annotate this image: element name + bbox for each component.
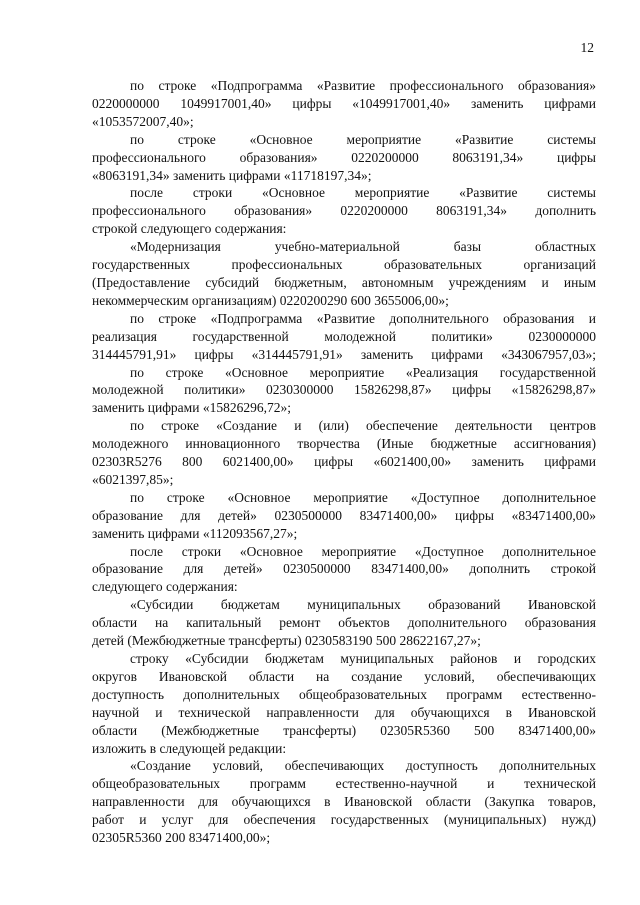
text-line: «1053572007,40»; xyxy=(92,113,194,129)
text-line: детей (Межбюджетные трансферты) 0230583190 500 28622167,27»; xyxy=(92,633,481,649)
text-line: по строке «Основное мероприятие «Развитие системы xyxy=(130,131,596,147)
text-line: по строке «Подпрограмма «Развитие дополнительного образования и xyxy=(130,310,596,326)
text-line: 0220000000 1049917001,40» цифры «1049917001,40» заменить цифрами xyxy=(92,95,596,111)
text-line: области (Межбюджетные трансферты) 02305R5360 500 83471400,00» xyxy=(92,722,596,738)
text-line: 02303R5276 800 6021400,00» цифры «6021400,00» заменить цифрами xyxy=(92,454,596,470)
text-line: общеобразовательных программ естественно-научной и технической xyxy=(92,776,596,792)
text-line: по строке «Создание и (или) обеспечение деятельности центров xyxy=(130,418,596,434)
text-line: (Предоставление субсидий бюджетным, автономным учреждениям и иным xyxy=(92,274,596,290)
text-line: следующего содержания: xyxy=(92,579,238,595)
text-line: молодежного инновационного творчества (Иные бюджетные ассигнования) xyxy=(92,436,596,452)
text-line: области на капитальный ремонт объектов дополнительного образования xyxy=(92,615,596,631)
text-line: «Модернизация учебно-материальной базы областных xyxy=(130,239,596,255)
text-line: строку «Субсидии бюджетам муниципальных районов и городских xyxy=(130,651,596,666)
text-line: по строке «Основное мероприятие «Доступное дополнительное xyxy=(130,489,596,505)
document-body xyxy=(92,77,596,847)
text-line: заменить цифрами «112093567,27»; xyxy=(92,525,298,541)
text-line: изложить в следующей редакции: xyxy=(92,740,287,756)
text-line: «6021397,85»; xyxy=(92,471,174,487)
text-line: заменить цифрами «15826296,72»; xyxy=(92,400,291,416)
text-line: образование для детей» 0230500000 83471400,00» цифры «83471400,00» xyxy=(92,507,596,523)
text-line: доступность дополнительных общеобразовательных программ естественно- xyxy=(92,686,596,702)
page-number: 12 xyxy=(580,40,594,55)
text-line: по строке «Подпрограмма «Развитие профессионального образования» xyxy=(130,78,596,93)
text-line: «Создание условий, обеспечивающих доступность дополнительных xyxy=(130,758,596,774)
text-line: образование для детей» 0230500000 83471400,00» дополнить строкой xyxy=(92,561,596,577)
text-line: профессионального образования» 0220200000 8063191,34» дополнить xyxy=(92,203,596,219)
text-line: работ и услуг для обеспечения государственных (муниципальных) нужд) xyxy=(92,812,596,828)
text-line: молодежной политики» 0230300000 15826298,87» цифры «15826298,87» xyxy=(92,382,596,398)
text-line: 02305R5360 200 83471400,00»; xyxy=(92,830,271,846)
text-line: по строке «Основное мероприятие «Реализация государственной xyxy=(130,364,596,380)
text-line: округов Ивановской области на создание условий, обеспечивающих xyxy=(92,668,596,684)
text-line: после строки «Основное мероприятие «Развитие системы xyxy=(130,185,596,201)
text-line: направленности для обучающихся в Ивановской области (Закупка товаров, xyxy=(92,794,596,810)
text-line: профессионального образования» 0220200000 8063191,34» цифры xyxy=(92,149,596,165)
text-line: «8063191,34» заменить цифрами «11718197,34»; xyxy=(92,167,372,183)
text-line: строкой следующего содержания: xyxy=(92,221,287,237)
text-line: «Субсидии бюджетам муниципальных образований Ивановской xyxy=(130,597,596,613)
text-line: 314445791,91» цифры «314445791,91» заменить цифрами «343067957,03»; xyxy=(92,346,596,362)
text-line: реализация государственной молодежной политики» 0230000000 xyxy=(92,328,596,344)
text-line: научной и технической направленности для обучающихся в Ивановской xyxy=(92,704,596,720)
text-line: некоммерческим организациям) 0220200290 600 3655006,00»; xyxy=(92,292,449,308)
text-line: после строки «Основное мероприятие «Доступное дополнительное xyxy=(130,543,596,559)
text-line: государственных профессиональных образовательных организаций xyxy=(92,257,596,273)
